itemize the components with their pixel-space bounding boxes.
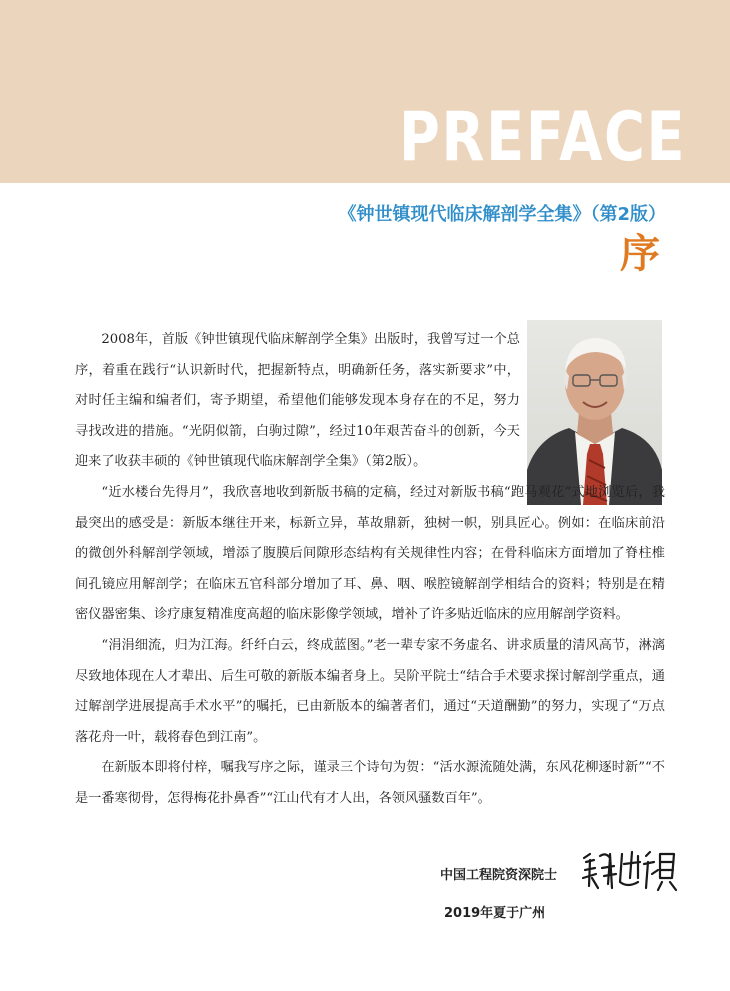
handwritten-signature	[580, 848, 680, 898]
preface-paragraph: 在新版本即将付梓，嘱我写序之际，谨录三个诗句为贺：“活水源流随处满，东风花柳逐时新”“不是一番寒彻骨，怎得梅花扑鼻香”“江山代有才人出，各领风骚数百年”。	[75, 760, 665, 806]
author-title: 中国工程院资深院士	[440, 868, 558, 883]
preface-body	[75, 325, 665, 815]
date-place: 2019年夏于广州	[444, 906, 546, 921]
preface-paragraph: 2008年，首版《钟世镇现代临床解剖学全集》出版时，我曾写过一个总序，着重在践行“认识新时代，把握新特点，明确新任务，落实新要求”中，对时任主编和编者们，寄予期望，希望他们能够发现本身存在的不足，努力寻找改进的措施。“光阴似箭，白驹过隙”，经过10年艰苦奋斗的创新，今天迎来了收获丰硕的《钟世镇现代临床解剖学全集》（第2版）。	[75, 332, 520, 470]
header-banner	[0, 0, 730, 183]
book-title: 《钟世镇现代临床解剖学全集》（第2版）	[338, 204, 666, 225]
preface-paragraph: “涓涓细流，归为江海。纤纤白云，终成蓝图。”老一辈专家不务虚名、讲求质量的清风高节，淋漓尽致地体现在人才辈出、后生可敬的新版本编者身上。吴阶平院士“结合手术要求探讨解剖学重点，通过解剖学进展提高手术水平”的嘱托，已由新版本的编著者们，通过“天道酬勤”的努力，实现了“万点落花舟一叶，载将春色到江南”。	[75, 637, 665, 745]
preface-paragraph: “近水楼台先得月”，我欣喜地收到新版书稿的定稿，经过对新版书稿“跑马观花”式地浏览后，我最突出的感受是：新版本继往开来，标新立异，革故鼎新，独树一帜，别具匠心。例如：在临床前沿的微创外科解剖学领域，增添了腹膜后间隙形态结构有关规律性内容；在骨科临床方面增加了脊柱椎间孔镜应用解剖学；在临床五官科部分增加了耳、鼻、咽、喉腔镜解剖学相结合的资料；特别是在精密仪器密集、诊疗康复精准度高超的临床影像学领域，增补了许多贴近临床的应用解剖学资料。	[75, 484, 665, 623]
preface-banner-word: PREFACE	[398, 98, 686, 177]
section-title: 序	[620, 230, 660, 277]
